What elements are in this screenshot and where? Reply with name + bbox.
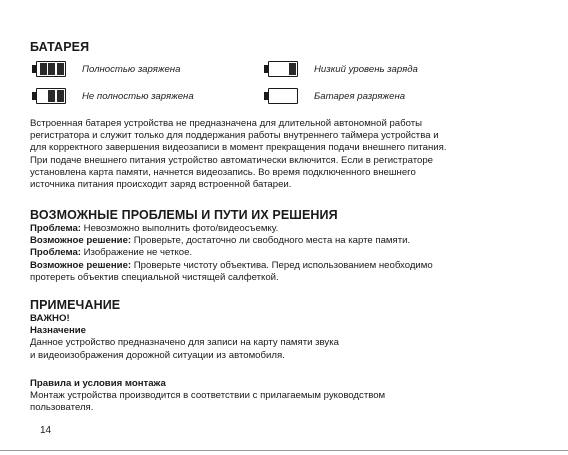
problem-key: Проблема:	[30, 247, 81, 259]
text-line: для корректного завершения видеозаписи в момент прекращения подачи внешнего питания.	[30, 142, 447, 154]
solution-text: Проверьте чистоту объектива. Перед использованием необходимо	[131, 259, 433, 271]
problem-row	[30, 223, 550, 235]
solution-key: Возможное решение:	[30, 235, 132, 247]
text-line: пользователя.	[30, 402, 94, 414]
battery-full-icon	[32, 60, 68, 78]
solution-text: Проверьте, достаточно ли свободного места на карте памяти.	[131, 235, 411, 247]
problem-text: Невозможно выполнить фото/видеосъемку.	[80, 223, 279, 234]
page-number: 14	[40, 425, 52, 436]
text-line: протереть объектив специальной чистящей салфеткой.	[30, 271, 279, 283]
solution-key: Возможное решение:	[30, 259, 132, 271]
legend-label-full: Полностью заряжена	[82, 63, 181, 75]
text-line: Встроенная батарея устройства не предназначена для длительной автономной работы	[30, 118, 423, 129]
battery-low-icon	[264, 60, 300, 78]
install-section	[30, 378, 550, 415]
problems-heading: ВОЗМОЖНЫЕ ПРОБЛЕМЫ И ПУТИ ИХ РЕШЕНИЯ	[30, 208, 338, 222]
purpose-title: Назначение	[30, 325, 86, 337]
text-line: При подаче внешнего питания устройство автоматически включится. Если в регистраторе	[30, 154, 433, 166]
legend-label-empty: Батарея разряжена	[314, 90, 406, 102]
legend-item-low	[264, 58, 418, 80]
text-line: регистратора и служит только для поддержания работы внутреннего таймера устройства и	[30, 130, 439, 142]
note-body	[30, 313, 550, 362]
text-line: Данное устройство предназначено для записи на карту памяти звука	[30, 337, 339, 349]
important-label: ВАЖНО!	[30, 313, 70, 324]
solution-row	[30, 260, 550, 272]
legend-item-full	[32, 58, 180, 80]
battery-description	[30, 118, 550, 191]
install-title: Правила и условия монтажа	[30, 378, 166, 389]
text-line: источника питания происходит заряд встроенной батареи.	[30, 179, 292, 191]
solution-row	[30, 235, 550, 247]
text-line: и видеоизображения дорожной ситуации из автомобиля.	[30, 349, 285, 361]
battery-empty-icon	[264, 87, 300, 105]
legend-label-low: Низкий уровень заряда	[314, 63, 418, 75]
legend-label-partial: Не полностью заряжена	[82, 90, 194, 102]
page-bottom-rule	[0, 450, 568, 451]
battery-heading: БАТАРЕЯ	[30, 40, 90, 54]
problem-row	[30, 247, 550, 259]
battery-legend	[30, 58, 550, 110]
text-line: Монтаж устройства производится в соответствии с прилагаемым руководством	[30, 390, 386, 402]
problem-text: Изображение не четкое.	[80, 247, 193, 259]
legend-item-partial	[32, 85, 194, 107]
note-heading: ПРИМЕЧАНИЕ	[30, 298, 121, 312]
problems-list	[30, 223, 550, 284]
problem-key: Проблема:	[30, 223, 81, 234]
legend-item-empty	[264, 85, 405, 107]
text-line: установлена карта памяти, начнется видеозапись. Во время подключенного внешнего	[30, 166, 416, 178]
battery-partial-icon	[32, 87, 68, 105]
